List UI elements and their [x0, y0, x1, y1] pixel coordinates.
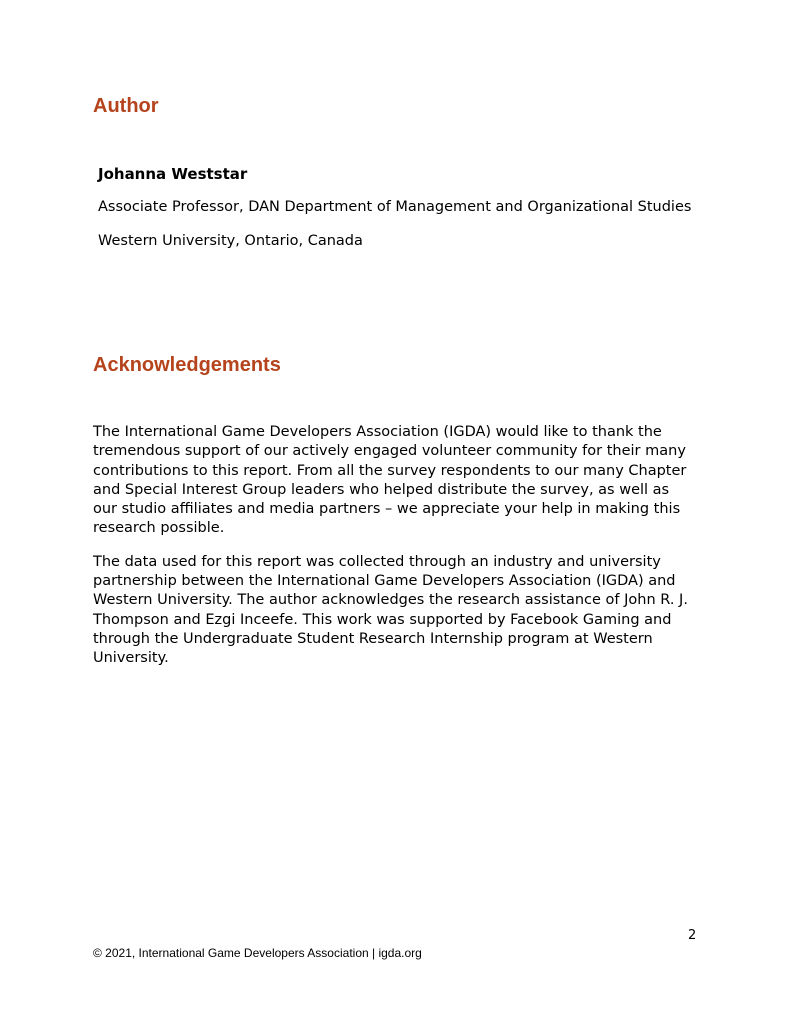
acknowledgements-paragraph: The data used for this report was collected through an industry and university partnership between the International Game Developers Association (IGDA) and Western University. The author acknowledges the research assistance of John R. J. Thompson and Ezgi Inceefe. This work was supported by Facebook Gaming and through the Undergraduate Student Research Internship program at Western University. — [93, 553, 688, 667]
page-number: 2 — [688, 928, 697, 943]
acknowledgements-heading: Acknowledgements — [93, 354, 281, 376]
author-role: Associate Professor, DAN Department of Management and Organizational Studies — [98, 199, 692, 215]
footer-copyright: © 2021, International Game Developers Association | igda.org — [93, 946, 422, 960]
acknowledgements-body — [93, 423, 696, 669]
author-affiliation: Western University, Ontario, Canada — [98, 233, 363, 249]
acknowledgements-paragraph: The International Game Developers Association (IGDA) would like to thank the tremendous support of our actively engaged volunteer community for their many contributions to this report. From all the survey respondents to our many Chapter and Special Interest Group leaders who helped distribute the survey, as well as our studio affiliates and media partners – we appreciate your help in making this research possible. — [93, 424, 687, 537]
author-block — [98, 164, 698, 251]
author-heading: Author — [93, 95, 159, 117]
author-name: Johanna Weststar — [98, 165, 248, 183]
